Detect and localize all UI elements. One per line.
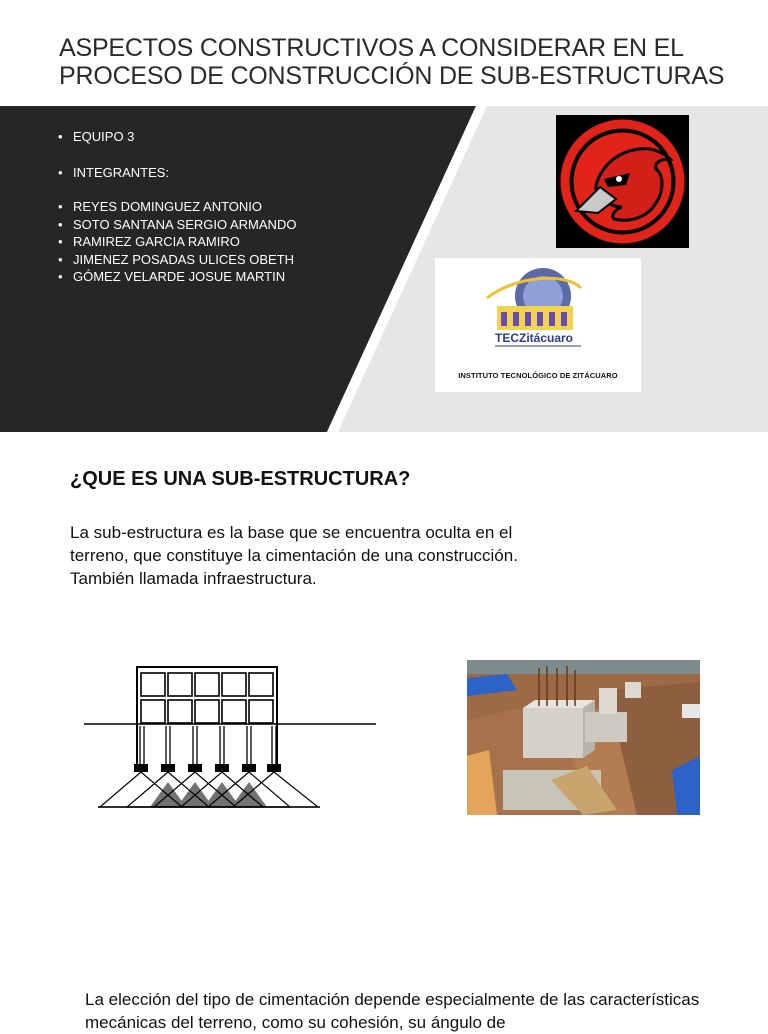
team-number: • EQUIPO 3 [58,128,296,146]
member-item: • GÓMEZ VELARDE JOSUE MARTIN [58,268,296,286]
page-title [59,34,749,90]
cardinal-logo [556,115,689,248]
tec-zitacuaro-logo [435,258,641,392]
title-line-2: PROCESO DE CONSTRUCCIÓN DE SUB-ESTRUCTURAS [59,62,725,90]
member-item: • REYES DOMINGUEZ ANTONIO [58,198,296,216]
title-line-1: ASPECTOS CONSTRUCTIVOS A CONSIDERAR EN EL [59,34,684,62]
tec-name: TECZitácuaro [495,331,574,345]
foundation-choice-paragraph: La elección del tipo de cimentación depende especialmente de las características mecánicas del terreno, como su cohesión, su ángulo de [85,990,700,1032]
member-item: • JIMENEZ POSADAS ULICES OBETH [58,251,296,269]
member-item: • RAMIREZ GARCIA RAMIRO [58,233,296,251]
foundation-photo [467,660,700,815]
team-banner [0,106,768,432]
section-heading: ¿QUE ES UNA SUB-ESTRUCTURA? [70,468,411,490]
substructure-diagram [80,660,380,810]
definition-paragraph: La sub-estructura es la base que se encuentra oculta en el terreno, que constituye la cimentación de una construcción. También llamada infraestructura. [70,523,518,588]
member-item: • SOTO SANTANA SERGIO ARMANDO [58,216,296,234]
members-label: • INTEGRANTES: [58,164,296,182]
team-list [58,128,296,286]
institute-caption: INSTITUTO TECNOLÓGICO DE ZITÁCUARO [458,371,618,380]
